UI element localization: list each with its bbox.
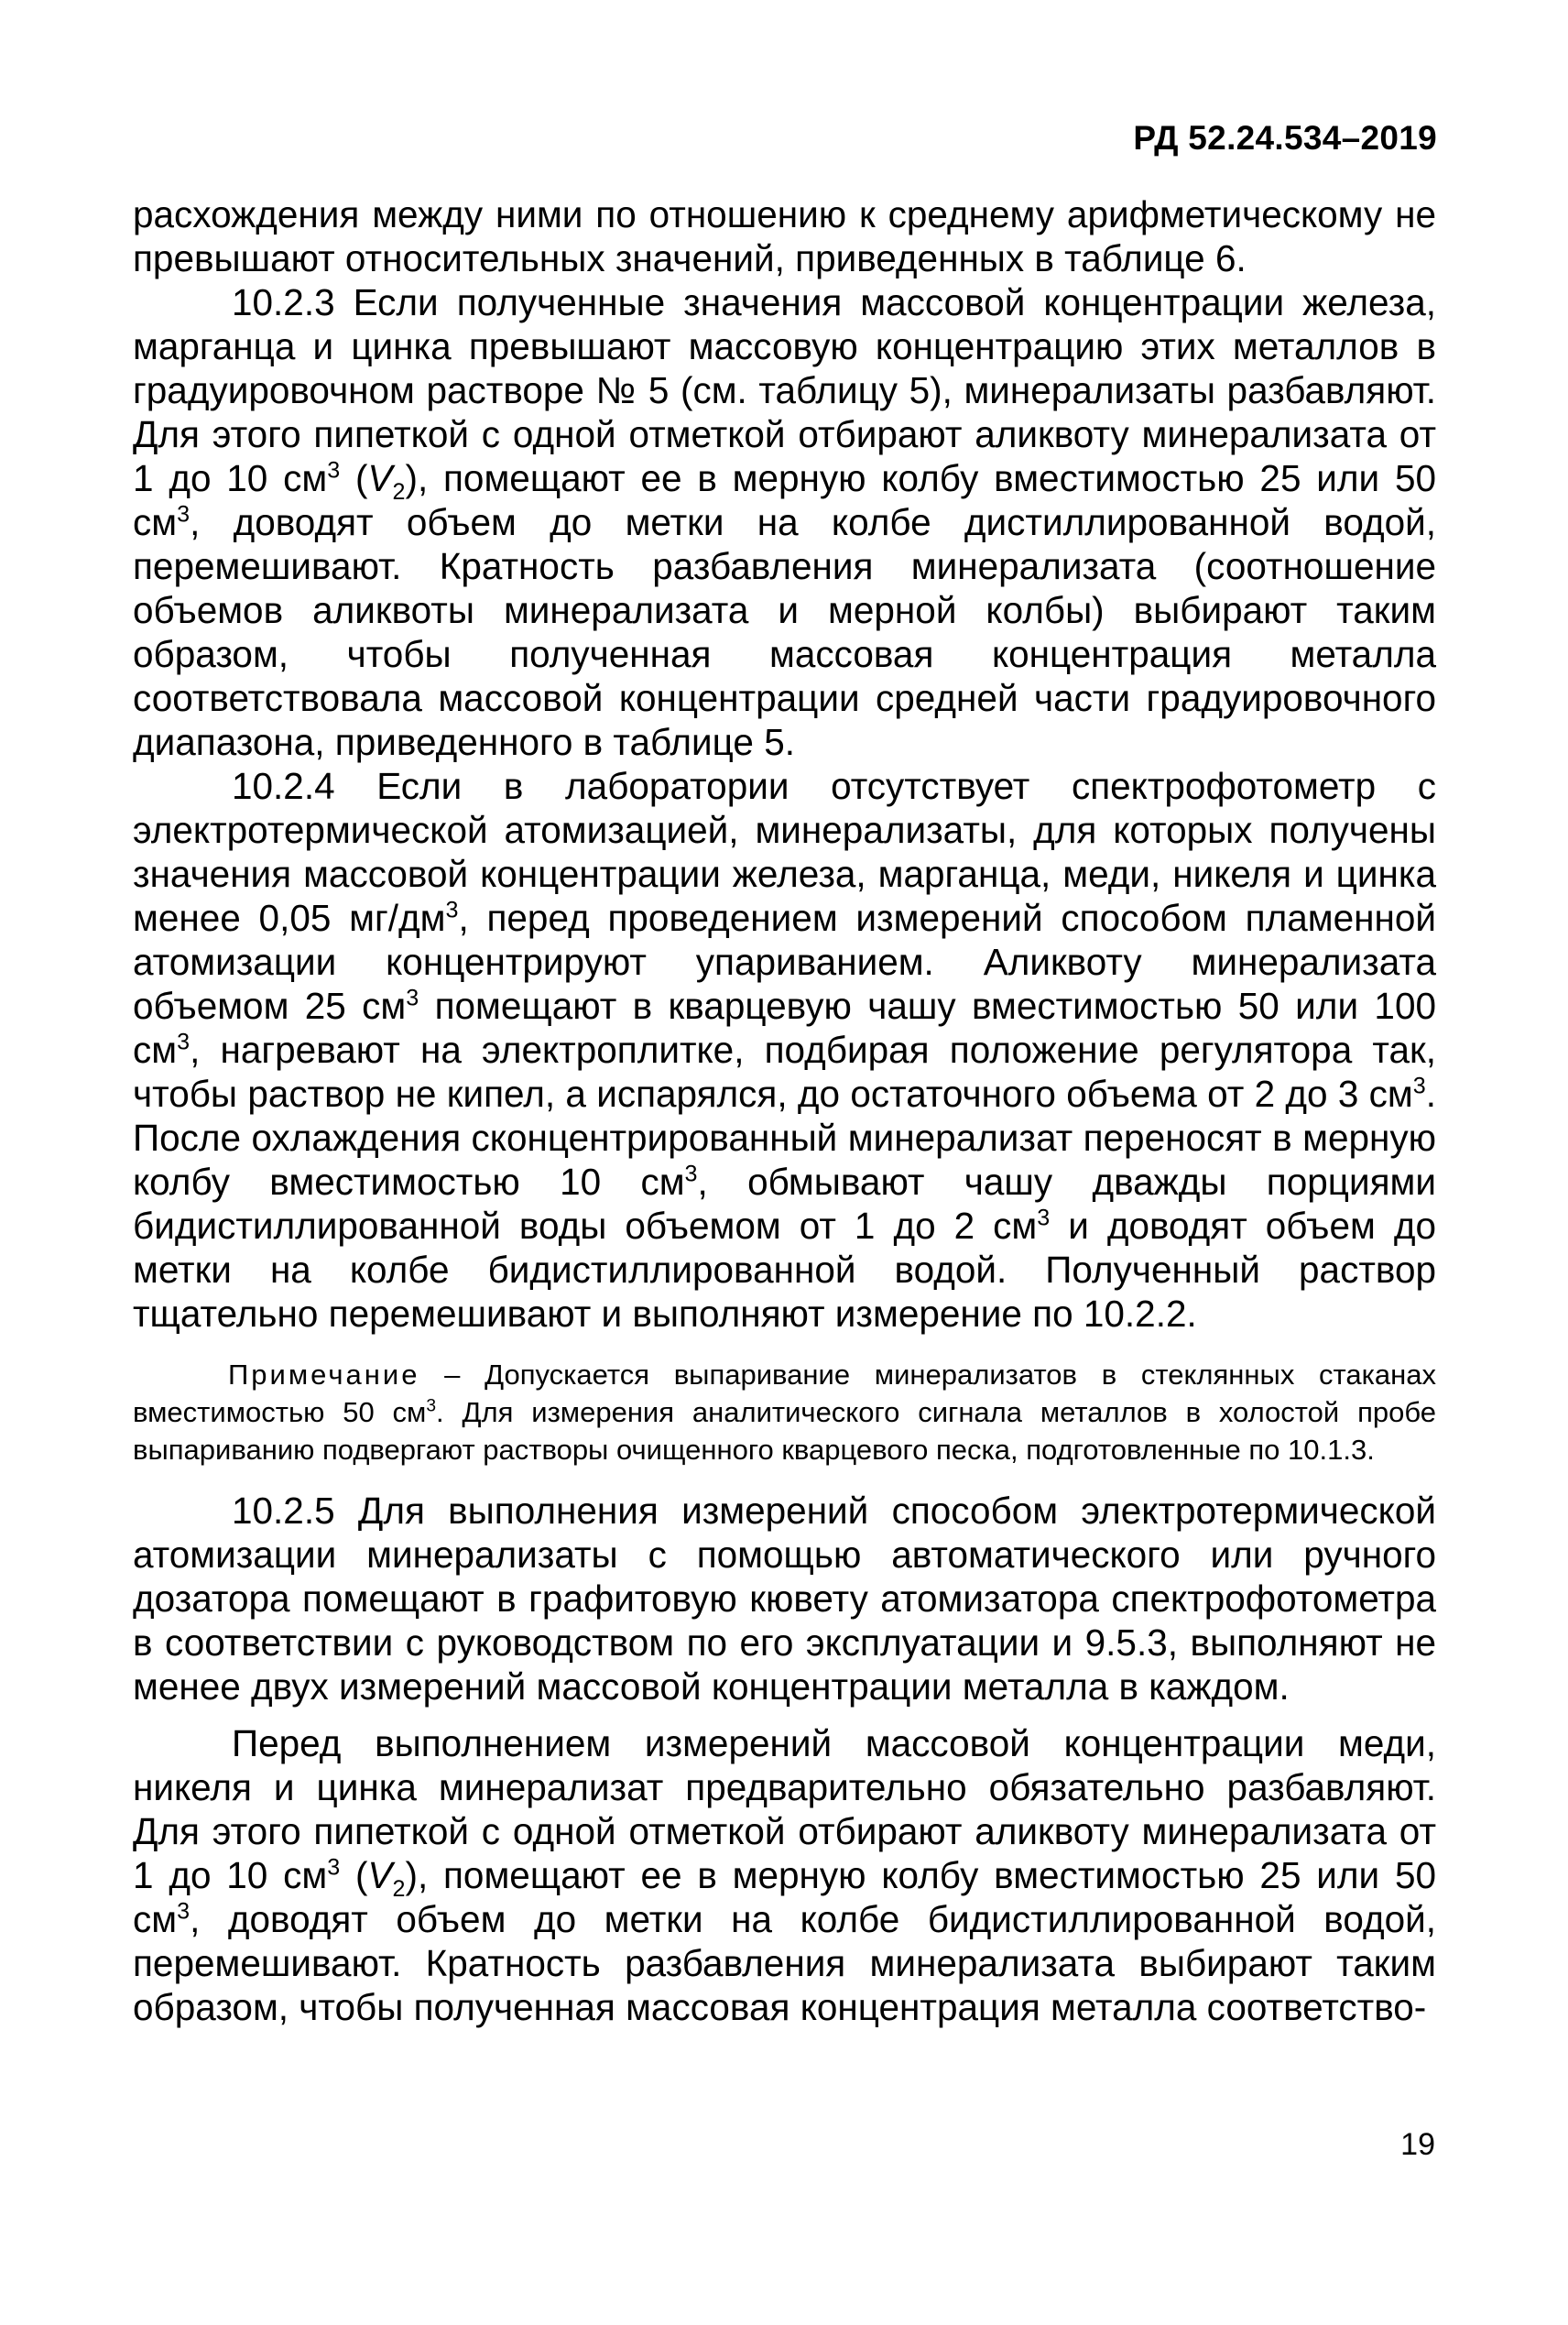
variable: V: [367, 457, 393, 499]
text-run: , обмывают чашу дважды порциями бидистиллированной воды объемом от 1 до 2 см: [133, 1161, 1436, 1247]
superscript: 3: [327, 457, 341, 484]
text-run: , доводят объем до метки на колбе дистиллированной водой, перемешивают. Кратность разбавления минерализата (соотношение объемов аликвоты минерализата и мерной колбы) выбирают таким образом, чтобы полученная массовая концентрация металла соответствовала массовой концентрации средней части градуировочного диапазона, приведенного в таблице 5.: [133, 501, 1436, 763]
superscript: 3: [1412, 1073, 1426, 1099]
body-text: [133, 192, 1436, 2029]
page-number: 19: [1400, 2127, 1435, 2162]
text-run: помещают в кварцевую чашу вместимостью 50 или 100 см: [133, 985, 1436, 1071]
superscript: 3: [406, 985, 419, 1011]
text-run: . После охлаждения сконцентрированный минерализат переносят в мерную колбу вместимостью 10 см: [133, 1073, 1436, 1203]
superscript: 3: [684, 1161, 698, 1187]
note-block: [133, 1356, 1436, 1468]
superscript: 3: [177, 501, 191, 528]
note-label: Примечание: [228, 1359, 420, 1391]
paragraph-10-2-5: 10.2.5 Для выполнения измерений способом электротермической атомизации минерализаты с помощью автоматического или ручного дозатора помещают в графитовую кювету атомизатора спектрофотометра в соответствии с руководством по его эксплуатации и 9.5.3, выполняют не менее двух измерений массовой концентрации металла в каждом.: [133, 1490, 1436, 1708]
superscript: 3: [327, 1854, 341, 1881]
variable: V: [367, 1854, 393, 1896]
text-run: , перед проведением измерений способом пламенной атомизации концентрируют упариванием. Аликвоту минерализата объемом 25 см: [133, 897, 1436, 1027]
superscript: 3: [177, 1898, 191, 1925]
superscript: 3: [445, 897, 459, 923]
text-run: (: [340, 1854, 368, 1896]
superscript: 3: [426, 1396, 437, 1416]
superscript: 3: [177, 1029, 191, 1055]
subscript: 2: [392, 479, 406, 506]
text-run: , нагревают на электроплитке, подбирая положение регулятора так, чтобы раствор не кипел, а испарялся, до остаточного объема от 2 до 3 см: [133, 1029, 1436, 1115]
text-run: ), помещают ее в мерную колбу вместимостью 25 или 50 см: [133, 1854, 1436, 1940]
text-run: 10.2.3 Если полученные значения массовой концентрации железа, марганца и цинка превышают массовую концентрацию этих металлов в градуировочном растворе № 5 (см. таблицу 5), минерализаты разбавляют. Для этого пипеткой с одной отметкой отбирают аликвоту минерализата от 1 до 10 см: [133, 281, 1436, 499]
paragraph-dilution: [133, 1721, 1436, 2029]
text-run: Перед выполнением измерений массовой концентрации меди, никеля и цинка минерализат предварительно обязательно разбавляют. Для этого пипеткой с одной отметкой отбирают аликвоту минерализата от 1 до 10 см: [133, 1722, 1436, 1896]
spacer: [133, 1336, 1436, 1356]
subscript: 2: [392, 1876, 406, 1903]
superscript: 3: [1037, 1205, 1051, 1231]
text-run: ), помещают ее в мерную колбу вместимостью 25 или 50 см: [133, 457, 1436, 543]
spacer: [133, 1468, 1436, 1489]
paragraph-10-2-3: [133, 280, 1436, 764]
text-run: – Допускается выпаривание минерализатов в стеклянных стаканах вместимостью 50 см: [133, 1359, 1436, 1428]
document-code-header: РД 52.24.534–2019: [1133, 119, 1437, 157]
spacer: [133, 1708, 1436, 1721]
text-run: 10.2.4 Если в лаборатории отсутствует спектрофотометр с электротермической атомизацией, минерализаты, для которых получены значения массовой концентрации железа, марганца, меди, никеля и цинка менее 0,05 мг/дм: [133, 765, 1436, 939]
text-run: и доводят объем до метки на колбе бидистиллированной водой. Полученный раствор тщательно перемешивают и выполняют измерение по 10.2.2.: [133, 1205, 1436, 1335]
text-run: , доводят объем до метки на колбе бидистиллированной водой, перемешивают. Кратность разбавления минерализата выбирают таким образом, чтобы полученная массовая концентрация металла соответство-: [133, 1898, 1436, 2028]
paragraph-continuation: расхождения между ними по отношению к среднему арифметическому не превышают относительных значений, приведенных в таблице 6.: [133, 193, 1436, 279]
paragraph-10-2-4: [133, 764, 1436, 1336]
text-run: (: [340, 457, 368, 499]
text-run: . Для измерения аналитического сигнала металлов в холостой пробе выпариванию подвергают растворы очищенного кварцевого песка, подготовленные по 10.1.3.: [133, 1396, 1436, 1466]
